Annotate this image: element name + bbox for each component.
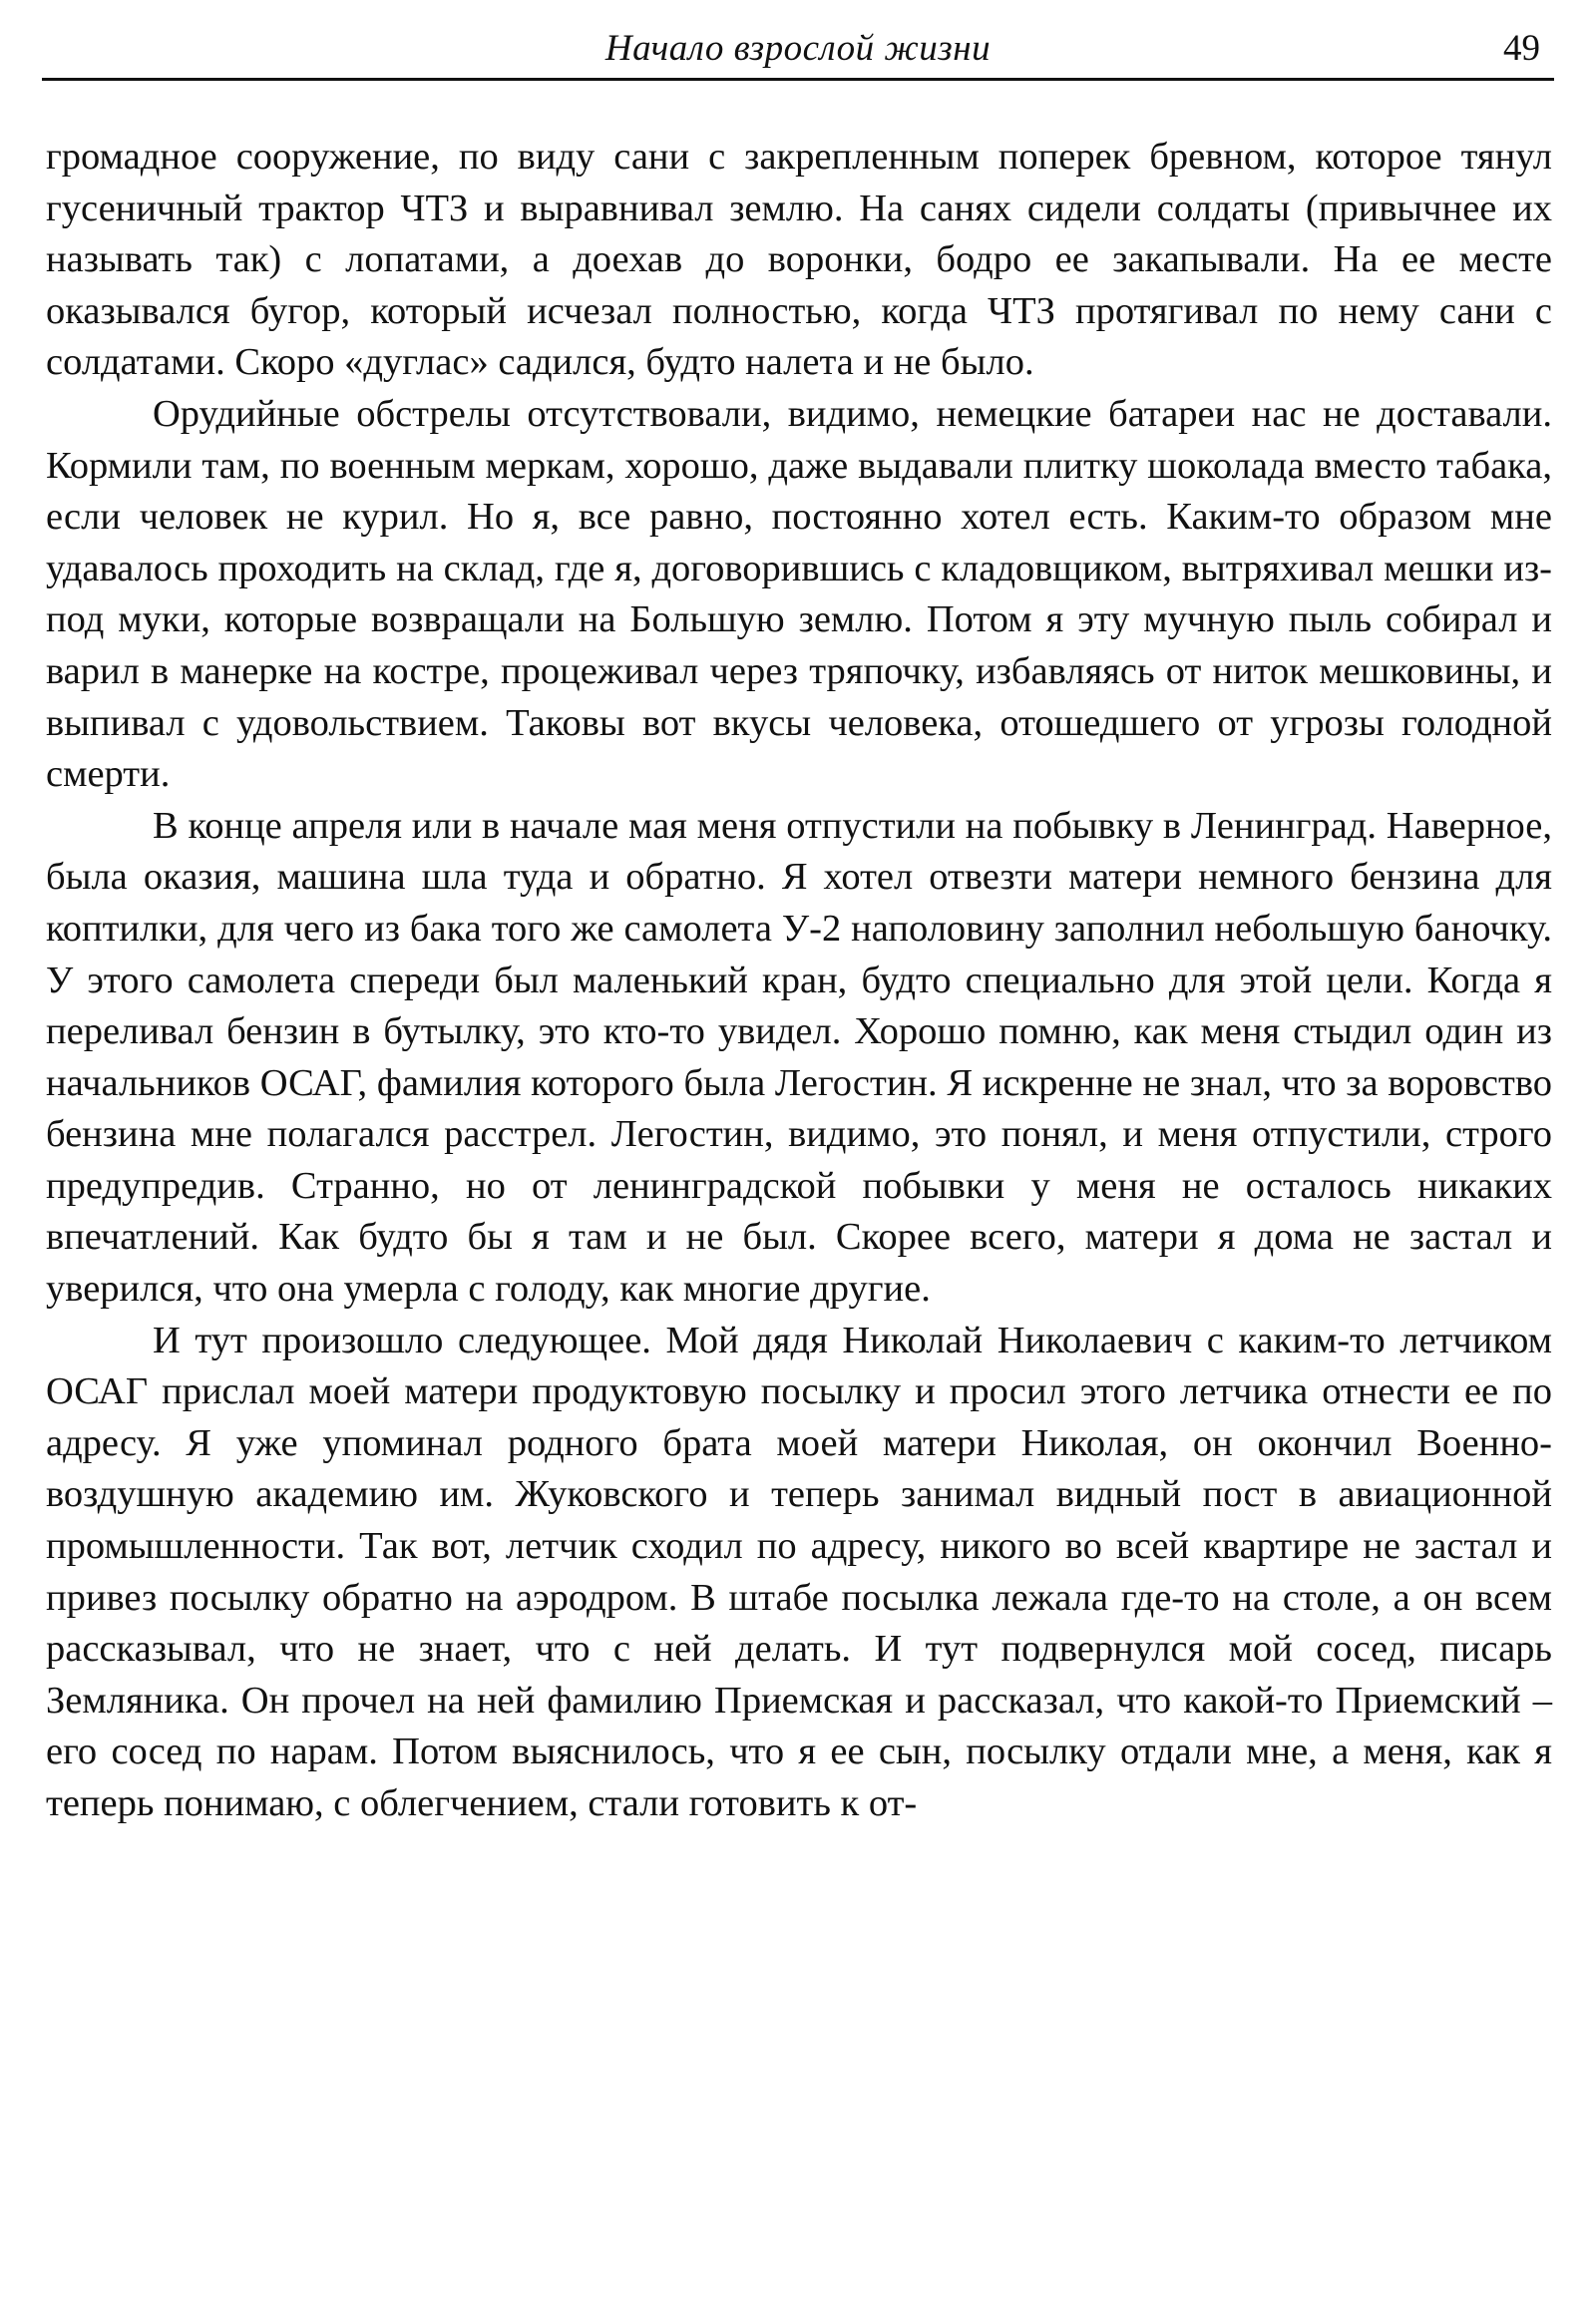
page-number: 49 — [1503, 28, 1540, 69]
paragraph-continued: громадное сооружение, по виду сани с закрепленным поперек бревном, которое тянул гусеничный трактор ЧТЗ и выравнивал землю. На санях сидели солдаты (привычнее их называть так) с лопатами, а доехав до воронки, бодро ее закапывали. На ее месте оказывался бугор, который исчезал полностью, когда ЧТЗ протягивал по нему сани с солдатами. Скоро «дуглас» садился, будто налета и не было. — [46, 136, 1552, 384]
running-title: Начало взрослой жизни — [604, 28, 992, 69]
page-header — [42, 22, 1554, 81]
paragraph: В конце апреля или в начале мая меня отпустили на побывку в Ленинград. Наверное, была оказия, машина шла туда и обратно. Я хотел отвезти матери немного бензина для коптилки, для чего из бака того же самолета У-2 наполовину заполнил небольшую баночку. У этого самолета спереди был маленький кран, будто специально для этой цели. Когда я переливал бензин в бутылку, это кто-то увидел. Хорошо помню, как меня стыдил один из начальников ОСАГ, фамилия которого была Легостин. Я искренне не знал, что за воровство бензина мне полагался расстрел. Легостин, видимо, это понял, и меня отпустили, строго предупредив. Странно, но от ленинградской побывки у меня не осталось никаких впечатлений. Как будто бы я там и не был. Скорее всего, матери я дома не застал и уверился, что она умерла с голоду, как многие другие. — [46, 804, 1552, 1311]
paragraph: И тут произошло следующее. Мой дядя Николай Николаевич с каким-то летчиком ОСАГ прислал моей матери продуктовую посылку и просил этого летчика отнести ее по адресу. Я уже упоминал родного брата моей матери Николая, он окончил Военно-воздушную академию им. Жуковского и теперь занимал видный пост в авиационной промышленности. Так вот, летчик сходил по адресу, никого во всей квартире не застал и привез посылку обратно на аэродром. В штабе посылка лежала где-то на столе, а он всем рассказывал, что не знает, что с ней делать. И тут подвернулся мой сосед, писарь Земляника. Он прочел на ней фамилию Приемская и рассказал, что какой-то Приемский – его сосед по нарам. Потом выяснилось, что я ее сын, посылку отдали мне, а меня, как я теперь понимаю, с облегчением, стали готовить к от- — [46, 1319, 1552, 1824]
page-body — [46, 132, 1552, 1830]
paragraph: Орудийные обстрелы отсутствовали, видимо, немецкие батареи нас не доставали. Кормили там, по военным меркам, хорошо, даже выдавали плитку шоколада вместо табака, если человек не курил. Но я, все равно, постоянно хотел есть. Каким-то образом мне удавалось проходить на склад, где я, договорившись с кладовщиком, вытряхивал мешки из-под муки, которые возвращали на Большую землю. Потом я эту мучную пыль собирал и варил в манерке на костре, процеживал через тряпочку, избавляясь от ниток мешковины, и выпивал с удовольствием. Таковы вот вкусы человека, отошедшего от угрозы голодной смерти. — [46, 392, 1552, 796]
